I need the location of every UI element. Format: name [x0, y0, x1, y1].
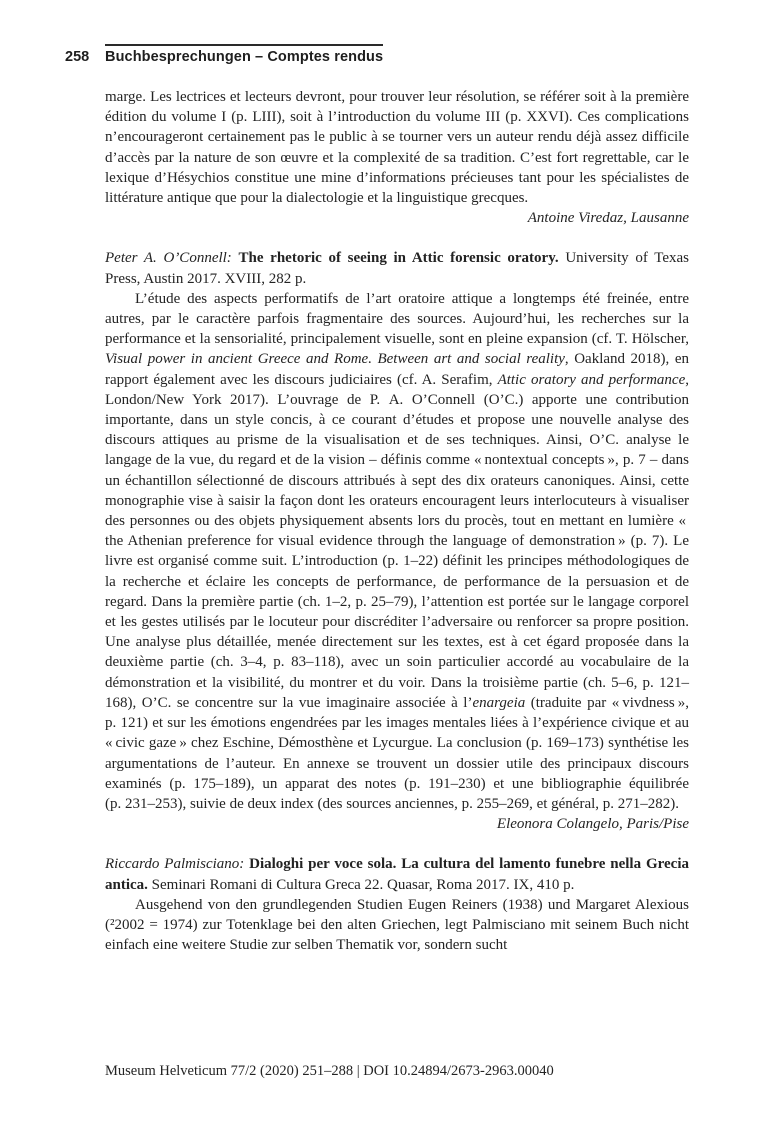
reviewer-signature: Eleonora Colangelo, Paris/Pise — [496, 816, 689, 833]
page-number: 258 — [65, 49, 90, 65]
journal-citation: Museum Helveticum 77/2 (2020) 251–288 | DOI 10.24894/2673-2963.00040 — [105, 1063, 554, 1079]
page-text-block — [105, 87, 689, 955]
page-footer — [105, 1062, 689, 1081]
review-viredaz-continuation — [105, 87, 689, 228]
review-palmisciano — [105, 854, 689, 955]
page-header — [65, 44, 383, 65]
running-head: Buchbesprechungen – Comptes rendus — [105, 44, 383, 65]
review-paragraph: Ausgehend von den grundlegenden Studien Eugen Reiners (1938) und Margaret Alexious (²2002 = 1974) zur Totenklage bei den alten Griechen, legt Palmisciano mit seinem Buch nicht einfach eine weitere Studie zur selben Thematik vor, sondern sucht — [105, 896, 689, 954]
review-heading: Riccardo Palmisciano: Dialoghi per voce sola. La cultura del lamento funebre nella Grecia antica. Seminari Romani di Cultura Greca 22. Quasar, Roma 2017. IX, 410 p. — [105, 856, 689, 893]
review-heading: Peter A. O’Connell: The rhetoric of seeing in Attic forensic oratory. University of Texas Press, Austin 2017. XVIII, 282 p. — [105, 250, 689, 287]
reviewer-signature: Antoine Viredaz, Lausanne — [527, 210, 689, 227]
review-paragraph: marge. Les lectrices et lecteurs devront, pour trouver leur résolution, se référer soit à la première édition du volume I (p. LIII), soit à l’introduction du volume III (p. XXVI). Ces complications n’encourageront certainement pas le public à se tourner vers un auteur rendu déjà assez difficile d’accès par la nature de son œuvre et la complexité de sa tradition. C’est fort regrettable, car le lexique d’Hésychios constitue une mine d’informations précieuses tant pour les spécialistes de littérature antique que pour la dialectologie et la linguistique grecques. — [105, 89, 689, 207]
review-oconnell — [105, 248, 689, 834]
review-paragraph: L’étude des aspects performatifs de l’art oratoire attique a longtemps été freinée, entre autres, par le caractère parfois fragmentaire des sources. Aujourd’hui, les recherches sur la performance et la sensorialité, principalement visuelle, sont en pleine expansion (cf. T. Hölscher, Visual power in ancient Greece and Rome. Between art and social reality, Oakland 2018), en rapport également avec les discours judiciaires (cf. A. Serafim, Attic oratory and performance, London/New York 2017). L’ouvrage de P. A. O’Connell (O’C.) apporte une contribution importante, dans un style concis, à ce courant d’études et propose une nouvelle analyse des discours attiques au prisme de la visualisation et de ses techniques. Ainsi, O’C. analyse le langage de la vue, du regard et de la vision – définis comme « nontextual concepts », p. 7 – dans un échantillon sélectionné de discours attribués à sept des dix orateurs canoniques. Ainsi, cette monographie vise à saisir la façon dont les orateurs encouragent leurs interlocuteurs à visualiser des personnes ou des objets physiquement absents lors du procès, tout en mettant en lumière « the Athenian preference for visual evidence through the language of demonstration » (p. 7). Le livre est organisé comme suit. L’introduction (p. 1–22) définit les principes méthodologiques de la recherche et éclaire les concepts de performance, de performance de la persuasion et de regard. Dans la première partie (ch. 1–2, p. 25–79), l’attention est portée sur le langage corporel et les gestes utilisés par le locuteur pour discréditer l’adversaire ou renforcer sa propre position. Une analyse plus détaillée, menée directement sur les textes, est à cet égard proposée dans la deuxième partie (ch. 3–4, p. 83–118), avec un soin particulier accordé au vocabulaire de la démonstration et la visibilité, du montrer et du voir. Dans la troisième partie (ch. 5–6, p. 121–168), O’C. se concentre sur la vue imaginaire associée à l’enargeia (traduite par « vivdness », p. 121) et sur les émotions engendrées par les images mentales liées à l’expérience civique et au « civic gaze » chez Eschine, Démosthène et Lycurgue. La conclusion (p. 169–173) synthétise les argumentations de l’auteur. En annexe se trouvent un dossier utile des principaux discours examinés (p. 175–189), un apparat des notes (p. 191–230) et une bibliographie équilibrée (p. 231–253), suivie de deux index (des sources anciennes, p. 255–269, et général, p. 271–282). — [105, 290, 690, 812]
